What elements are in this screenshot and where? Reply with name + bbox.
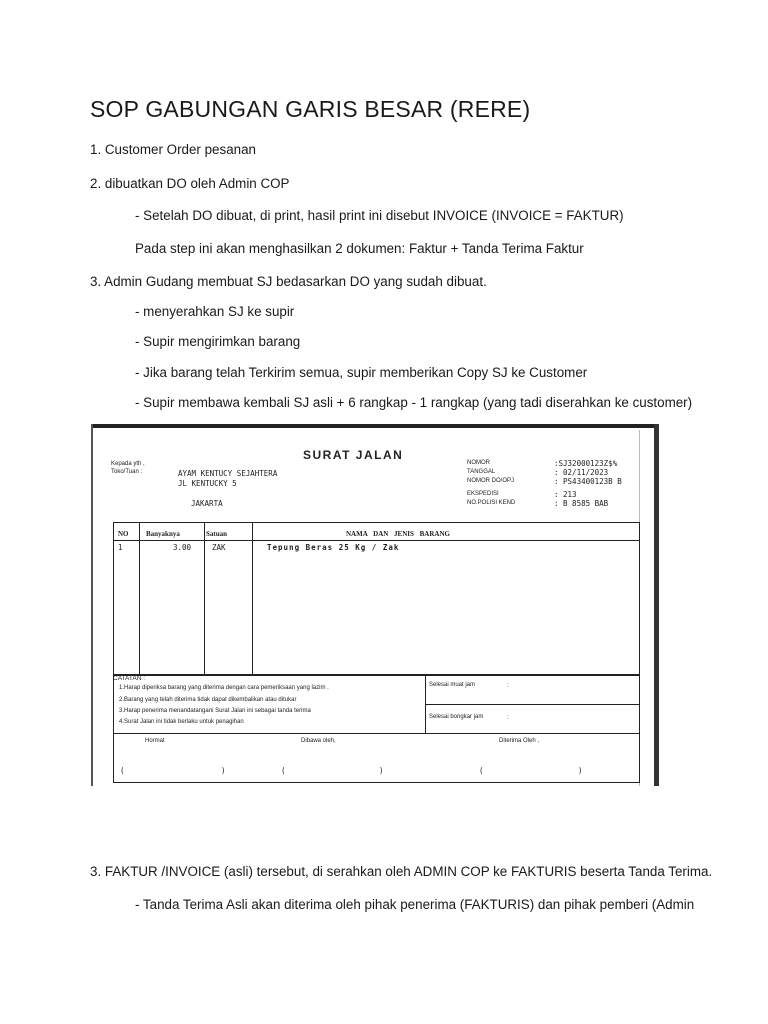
table-divider: [204, 522, 205, 675]
muat-label: Selesai muat jam: [429, 682, 476, 688]
note-4: 4.Surat Jalan ini tidak berlaku untuk penagihan: [119, 719, 244, 725]
bongkar-label: Selesai bongkar jam: [429, 714, 484, 720]
nomor-value: :SJ32000123Z$%: [554, 459, 618, 468]
step-3-sub-3: - Jika barang telah Terkirim semua, supir memberikan Copy SJ ke Customer: [135, 365, 588, 380]
note-3: 3.Harap penerima menandatangani Surat Jalan ini sebagai tanda terima: [119, 708, 311, 714]
col-banyaknya-header: Banyaknya: [146, 530, 180, 538]
row-qty: 3.00: [173, 543, 192, 552]
customer-address: JL KENTUCKY 5: [178, 479, 237, 488]
step-2-sub-2: Pada step ini akan menghasilkan 2 dokumen: Faktur + Tanda Terima Faktur: [135, 241, 584, 256]
row-unit: ZAK: [212, 543, 226, 552]
scan-edge: [91, 424, 93, 786]
step-3b: 3. FAKTUR /INVOICE (asli) tersebut, di serahkan oleh ADMIN COP ke FAKTURIS beserta Tanda Terima.: [90, 864, 713, 879]
note-1: 1.Harap diperiksa barang yang diterima dengan cara pemeriksaan yang lazim .: [119, 685, 329, 691]
step-3-sub-1: - menyerahkan SJ ke supir: [135, 304, 295, 319]
muat-colon: :: [507, 683, 509, 689]
sign-hormat: Hormat: [145, 738, 165, 744]
step-3-sub-2: - Supir mengirimkan barang: [135, 334, 301, 349]
nomor-label: NOMOR: [467, 460, 490, 466]
col-nama-header: NAMA DAN JENIS BARANG: [346, 530, 450, 538]
signature-box: [113, 732, 640, 783]
paren-open-3: (: [479, 766, 484, 775]
paren-open-2: (: [281, 766, 286, 775]
nomor-do-label: NOMOR DO/OPJ: [467, 478, 515, 484]
ekspedisi-value: : 213: [554, 490, 577, 499]
customer-name: AYAM KENTUCY SEJAHTERA: [178, 469, 278, 478]
tanggal-value: : 02/11/2023: [554, 468, 609, 477]
page-title: SOP GABUNGAN GARIS BESAR (RERE): [90, 96, 531, 122]
paren-close-2: ): [379, 766, 384, 775]
tanggal-label: TANGGAL: [467, 469, 496, 475]
toko-label: Toko/Tuan :: [111, 469, 143, 475]
surat-jalan-scan: [91, 424, 659, 786]
table-divider: [113, 540, 639, 541]
customer-city: JAKARTA: [191, 499, 223, 508]
bongkar-colon: :: [507, 715, 509, 721]
step-3b-sub-1: - Tanda Terima Asli akan diterima oleh pihak penerima (FAKTURIS) dan pihak pemberi (Admin: [135, 897, 695, 912]
col-satuan-header: Satuan: [206, 530, 228, 538]
polisi-label: NO.POLISI KEND: [467, 500, 516, 506]
note-2: 2.Barang yang telah diterima tidak dapat dikembalikan atau ditukar: [119, 697, 297, 703]
polisi-value: : B 8585 BAB: [554, 499, 609, 508]
step-2: 2. dibuatkan DO oleh Admin COP: [90, 176, 290, 191]
step-1: 1. Customer Order pesanan: [90, 142, 256, 157]
sign-dibawa: Dibawa oleh,: [301, 738, 336, 744]
col-no-header: NO: [118, 530, 129, 538]
catatan-label: CATATAN :: [113, 675, 146, 682]
paren-close-1: ): [221, 766, 226, 775]
nomor-do-value: : PS43400123B B: [554, 477, 622, 486]
step-3: 3. Admin Gudang membuat SJ bedasarkan DO yang sudah dibuat.: [90, 274, 487, 289]
row-no: 1: [118, 543, 123, 552]
ekspedisi-label: EKSPEDISI: [467, 491, 499, 497]
step-2-sub-1: - Setelah DO dibuat, di print, hasil print ini disebut INVOICE (INVOICE = FAKTUR): [135, 208, 624, 223]
paren-open-1: (: [120, 766, 125, 775]
surat-jalan-title: SURAT JALAN: [303, 448, 404, 462]
sign-diterima: Diterima Oleh ,: [499, 738, 540, 744]
paren-close-3: ): [578, 766, 583, 775]
row-item: Tepung Beras 25 Kg / Zak: [267, 543, 400, 552]
notes-divider: [425, 704, 639, 705]
table-divider: [139, 522, 140, 675]
scan-edge: [91, 424, 659, 428]
scan-edge: [654, 424, 659, 786]
step-3-sub-4: - Supir membawa kembali SJ asli + 6 rangkap - 1 rangkap (yang tadi diserahkan ke customer): [135, 395, 693, 410]
kepada-label: Kepada yth ,: [111, 461, 145, 467]
table-divider: [252, 522, 253, 675]
